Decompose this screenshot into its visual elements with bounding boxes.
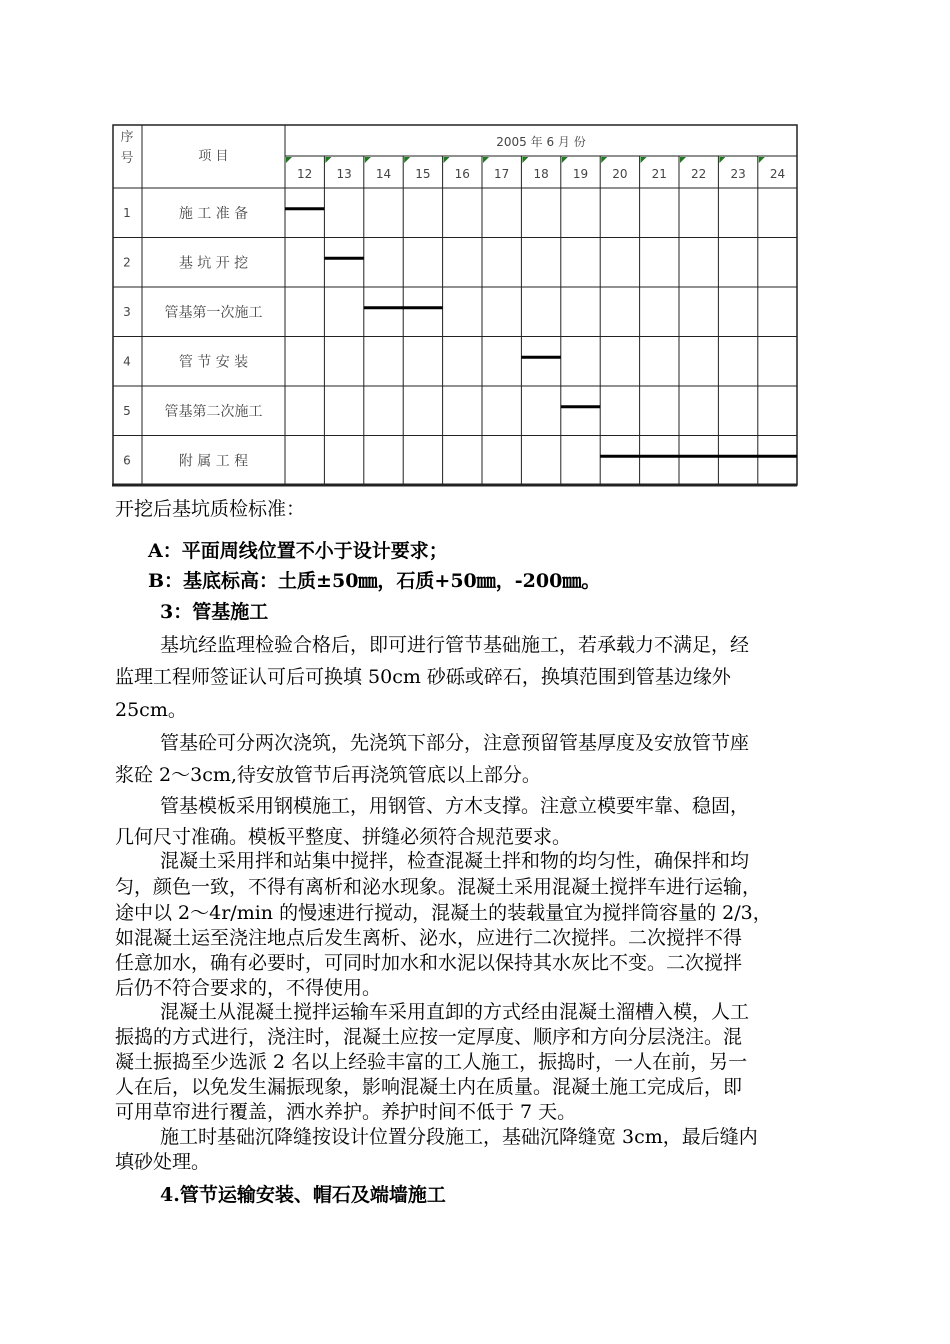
standard-item-b: B：基底标高：土质±50㎜，石质+50㎜，-200㎜。: [148, 570, 601, 592]
paragraph-line: 振捣的方式进行，浇注时，混凝土应按一定厚度、顺序和方向分层浇注。混: [115, 1026, 743, 1048]
inspection-standard-title: 开挖后基坑质检标准：: [115, 498, 306, 520]
paragraph-line: 施工时基础沉降缝按设计位置分段施工，基础沉降缝宽 3cm，最后缝内: [160, 1126, 758, 1148]
gantt-chart: [112, 124, 802, 488]
header-seq-label: 号: [120, 151, 134, 166]
cell-corner-marker: [641, 157, 647, 163]
cell-corner-marker: [601, 157, 607, 163]
paragraph-line: 管基模板采用钢模施工，用钢管、方木支撑。注意立模要牢靠、稳固，: [160, 795, 750, 817]
cell-corner-marker: [404, 157, 410, 163]
task-name: 施 工 准 备: [178, 205, 249, 222]
day-label: 21: [651, 167, 667, 181]
task-name: 管基第一次施工: [164, 304, 263, 321]
paragraph-line: 匀，颜色一致，不得有离析和泌水现象。混凝土采用混凝土搅拌车进行运输，: [115, 876, 762, 898]
paragraph-line: 混凝土从混凝土搅拌运输车采用直卸的方式经由混凝土溜槽入模，人工: [160, 1001, 750, 1023]
day-label: 12: [297, 167, 313, 181]
day-label: 23: [730, 167, 746, 181]
cell-corner-marker: [444, 157, 450, 163]
paragraph-line: 途中以 2～4r/min 的慢速进行搅动，混凝土的装载量宜为搅拌筒容量的 2/3，: [115, 902, 772, 924]
paragraph-line: 浆砼 2～3cm,待安放管节后再浇筑管底以上部分。: [115, 764, 541, 786]
paragraph-line: 如混凝土运至浇注地点后发生离析、泌水，应进行二次搅拌。二次搅拌不得: [115, 927, 743, 949]
paragraph-line: 25cm。: [115, 699, 187, 721]
day-label: 24: [769, 167, 786, 181]
cell-corner-marker: [365, 157, 371, 163]
header-seq-label: 序: [120, 130, 134, 145]
day-label: 15: [415, 167, 431, 181]
day-label: 20: [612, 167, 628, 181]
cell-corner-marker: [562, 157, 568, 163]
cell-corner-marker: [522, 157, 528, 163]
task-name: 管 节 安 装: [178, 354, 249, 371]
paragraph-line: 填砂处理。: [115, 1151, 211, 1173]
section-heading-3: 3：管基施工: [160, 601, 269, 623]
task-number: 5: [123, 403, 131, 418]
cell-corner-marker: [286, 157, 292, 163]
cell-corner-marker: [680, 157, 686, 163]
task-name: 管基第二次施工: [164, 403, 263, 420]
day-label: 13: [336, 167, 352, 181]
task-number: 3: [123, 304, 131, 319]
standard-item-a: A：平面周线位置不小于设计要求；: [148, 540, 448, 562]
paragraph-line: 基坑经监理检验合格后，即可进行管节基础施工，若承载力不满足，经: [160, 634, 750, 656]
day-label: 19: [572, 167, 589, 181]
paragraph-line: 任意加水，确有必要时，可同时加水和水泥以保持其水灰比不变。二次搅拌: [115, 952, 743, 974]
cell-corner-marker: [325, 157, 331, 163]
day-label: 22: [691, 167, 707, 181]
day-label: 16: [454, 167, 470, 181]
task-number: 2: [123, 255, 131, 270]
paragraph-line: 可用草帘进行覆盖，洒水养护。养护时间不低于 7 天。: [115, 1101, 577, 1123]
day-label: 14: [375, 167, 392, 181]
task-number: 6: [123, 453, 131, 468]
task-number: 4: [123, 354, 131, 369]
task-name: 附 属 工 程: [178, 453, 249, 470]
paragraph-line: 管基砼可分两次浇筑，先浇筑下部分，注意预留管基厚度及安放管节座: [160, 732, 750, 754]
day-label: 17: [494, 167, 510, 181]
day-label: 18: [533, 167, 549, 181]
header-period-title: 2005 年 6 月 份: [496, 135, 586, 149]
paragraph-line: 几何尺寸准确。模板平整度、拼缝必须符合规范要求。: [115, 826, 572, 848]
paragraph-line: 混凝土采用拌和站集中搅拌，检查混凝土拌和物的均匀性，确保拌和均: [160, 850, 750, 872]
paragraph-line: 人在后，以免发生漏振现象，影响混凝土内在质量。混凝土施工完成后，即: [115, 1076, 743, 1098]
section-heading-4: 4.管节运输安装、帽石及端墙施工: [160, 1184, 446, 1206]
paragraph-line: 凝土振捣至少选派 2 名以上经验丰富的工人施工，振捣时，一人在前，另一: [115, 1051, 748, 1073]
paragraph-line: 监理工程师签证认可后可换填 50cm 砂砾或碎石，换填范围到管基边缘外: [115, 666, 731, 688]
task-name: 基 坑 开 挖: [178, 255, 249, 272]
paragraph-line: 后仍不符合要求的，不得使用。: [115, 977, 382, 999]
task-number: 1: [123, 205, 131, 220]
cell-corner-marker: [483, 157, 489, 163]
cell-corner-marker: [759, 157, 765, 163]
header-item-label: 项 目: [198, 149, 229, 164]
cell-corner-marker: [719, 157, 725, 163]
